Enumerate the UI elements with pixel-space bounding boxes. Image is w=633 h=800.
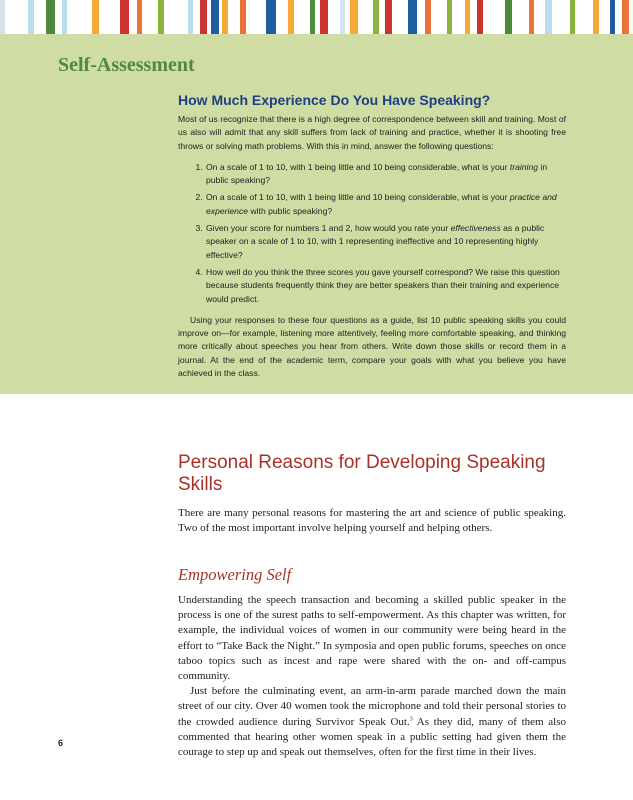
decorative-stripe: [222, 0, 228, 34]
body-paragraph-1: Understanding the speech transaction and becoming a skilled public speaker in the process is one of the surest paths to self-empowerment. As this chapter was written, for example, the individual voices of women in our community were being heard in the effort to “Take Back the Night.” In symposia and open public forums, speeches on once taboo topics such as incest and rape were shared with the on- and off-campus community.: [178, 594, 566, 683]
decorative-stripe: [288, 0, 294, 34]
self-assessment-intro: Most of us recognize that there is a high degree of correspondence between skill and training. Most of us also will admit that any skill suffers from lack of training and practice, whether it is shooting free throws or solving math problems. With this in mind, answer the following questions:: [178, 114, 566, 151]
section-intro: There are many personal reasons for mastering the art and science of public speaking. Two of the most important involve helping yourself and helping others.: [178, 507, 566, 535]
page-number: 6: [58, 738, 64, 748]
decorative-stripe: [610, 0, 615, 34]
decorative-stripe-band: [0, 0, 633, 34]
decorative-stripe: [340, 0, 345, 34]
decorative-stripe: [408, 0, 417, 34]
decorative-stripe: [120, 0, 129, 34]
decorative-stripe: [350, 0, 358, 34]
decorative-stripe: [46, 0, 55, 34]
decorative-stripe: [0, 0, 5, 34]
self-assessment-closing: Using your responses to these four questions as a guide, list 10 public speaking skills you could improve on—for example, listening more attentively, feeling more comfortable speaking, and thinking more critically about speeches you hear from others. Write down those skills or record them in a journal. At the end of the academic term, compare your goals with what you believe you have achieved in the class.: [178, 314, 566, 379]
decorative-stripe: [62, 0, 67, 34]
question-list: [178, 161, 566, 306]
decorative-stripe: [188, 0, 193, 34]
decorative-stripe: [310, 0, 315, 34]
question-item: 1. On a scale of 1 to 10, with 1 being little and 10 being considerable, what is your training in public speaking?: [205, 161, 566, 188]
decorative-stripe: [92, 0, 99, 34]
decorative-stripe: [570, 0, 575, 34]
question-item: 3. Given your score for numbers 1 and 2, how would you rate your effectiveness as a public speaker on a scale of 1 to 10, with 1 representing ineffective and 10 representing highly effective?: [205, 222, 566, 262]
decorative-stripe: [240, 0, 246, 34]
footnote-marker: 3: [409, 715, 413, 722]
decorative-stripe: [320, 0, 328, 34]
decorative-stripe: [158, 0, 164, 34]
decorative-stripe: [211, 0, 219, 34]
decorative-stripe: [28, 0, 34, 34]
subsection-heading: Empowering Self: [178, 565, 292, 584]
decorative-stripe: [425, 0, 431, 34]
decorative-stripe: [447, 0, 452, 34]
decorative-stripe: [505, 0, 512, 34]
decorative-stripe: [529, 0, 534, 34]
decorative-stripe: [622, 0, 629, 34]
self-assessment-heading: How Much Experience Do You Have Speaking?: [178, 92, 491, 108]
decorative-stripe: [266, 0, 276, 34]
decorative-stripe: [545, 0, 552, 34]
body-paragraph-2: Just before the culminating event, an arm-in-arm parade marched down the main street of our city. Over 40 women took the microphone and told their personal stories to the crowded audience during Survivor Speak Out.$^3$ As they did, many of them also commented that hearing other women speak in a public setting had given them the courage to step up and speak out themselves, often for the first time in their lives.: [178, 685, 566, 759]
subsection-body: [178, 593, 566, 760]
question-item: 2. On a scale of 1 to 10, with 1 being little and 10 being considerable, what is your practice and experience with public speaking?: [205, 191, 566, 218]
decorative-stripe: [477, 0, 483, 34]
self-assessment-title: Self-Assessment: [58, 54, 195, 76]
section-title: Personal Reasons for Developing Speaking Skills: [178, 452, 546, 495]
decorative-stripe: [593, 0, 599, 34]
decorative-stripe: [137, 0, 142, 34]
decorative-stripe: [385, 0, 392, 34]
decorative-stripe: [200, 0, 207, 34]
question-item: 4. How well do you think the three scores you gave yourself correspond? We raise this question because students frequently think they are better speakers than their training and experience would predict.: [205, 266, 566, 306]
decorative-stripe: [373, 0, 379, 34]
self-assessment-body: [178, 113, 566, 380]
decorative-stripe: [465, 0, 470, 34]
